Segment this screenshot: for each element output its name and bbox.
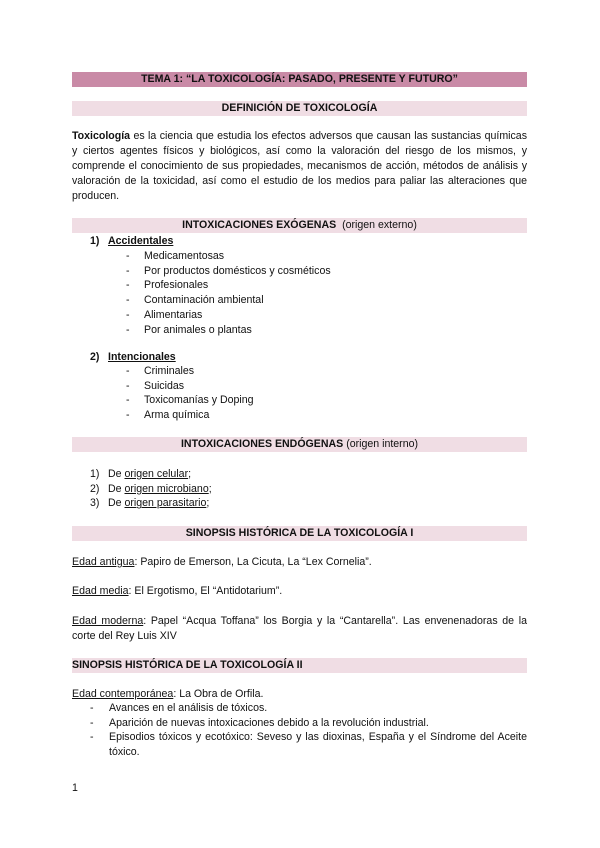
section-heading-definicion: DEFINICIÓN DE TOXICOLOGÍA [72, 101, 527, 116]
list-item [90, 701, 527, 716]
edad-antigua-label: Edad antigua [72, 556, 135, 568]
dash-bullet: - [126, 379, 130, 392]
endogenas-subtitle: (origen interno) [346, 438, 419, 450]
list-item [126, 278, 331, 293]
list-item-text: Contaminación ambiental [144, 294, 264, 307]
list-item [90, 467, 212, 482]
list-item-prefix: De [108, 497, 122, 510]
list-item [90, 496, 212, 511]
list-item-text: Por animales o plantas [144, 323, 252, 336]
dash-bullet: - [90, 716, 94, 729]
page-number: 1 [72, 782, 78, 794]
endogenas-list [90, 467, 212, 511]
section-heading-exogenas [72, 218, 527, 233]
dash-bullet: - [90, 731, 94, 744]
list-item-suffix: ; [188, 468, 192, 480]
list-item-text: Toxicomanías y Doping [144, 394, 254, 407]
list-item-text: Arma química [144, 409, 210, 422]
edad-contemporanea-label: Edad contemporánea [72, 688, 174, 700]
list-item [126, 364, 254, 379]
list-item-text: Aparición de nuevas intoxicaciones debido a la revolución industrial. [109, 716, 429, 729]
list-number: 2) [90, 482, 100, 495]
accidentales-label: Accidentales [108, 235, 174, 247]
edad-media-line [72, 584, 527, 599]
list-item [126, 323, 331, 338]
list-item-text: Suicidas [144, 379, 185, 392]
subheading-accidentales [90, 234, 173, 248]
dash-bullet: - [126, 264, 130, 277]
subheading-intencionales [90, 350, 176, 364]
list-item [126, 393, 254, 408]
list-number: 1) [90, 468, 100, 480]
exogenas-title: INTOXICACIONES EXÓGENAS [182, 219, 337, 231]
list-item-text: Profesionales [144, 279, 209, 292]
dash-bullet: - [126, 294, 130, 307]
list-item-text: Por productos domésticos y cosméticos [144, 264, 331, 277]
list-item-underlined: origen celular [124, 468, 189, 480]
list-item-prefix: De [108, 468, 122, 480]
edad-contemporanea-line [72, 687, 527, 702]
list-item [90, 730, 527, 759]
dash-bullet: - [126, 409, 130, 422]
document-title: TEMA 1: “LA TOXICOLOGÍA: PASADO, PRESENTE Y FUTURO” [72, 72, 527, 87]
intencionales-number: 2) [90, 351, 100, 363]
list-item-text: Medicamentosas [144, 250, 225, 262]
list-item-text: Criminales [144, 365, 195, 377]
section-heading-sinopsis-2: SINOPSIS HISTÓRICA DE LA TOXICOLOGÍA II [72, 658, 527, 673]
list-number: 3) [90, 497, 100, 510]
exogenas-subtitle: (origen externo) [342, 219, 417, 231]
dash-bullet: - [126, 279, 130, 292]
list-item-text: Episodios tóxicos y ecotóxico: Seveso y las dioxinas, España y el Síndrome del Aceite tóxico. [109, 731, 527, 759]
edad-media-label: Edad media [72, 585, 129, 597]
section-heading-endogenas [72, 437, 527, 452]
list-item-text: Avances en el análisis de tóxicos. [109, 702, 268, 714]
list-item [126, 293, 331, 308]
list-item-underlined: origen microbiano [124, 482, 209, 495]
definition-term: Toxicología [72, 130, 131, 142]
dash-bullet: - [126, 250, 130, 262]
edad-antigua-line [72, 555, 527, 570]
list-item-suffix: ; [206, 497, 210, 510]
edad-contemporanea-text: : La Obra de Orfila. [173, 688, 264, 700]
list-item [90, 716, 527, 731]
endogenas-title: INTOXICACIONES ENDÓGENAS [180, 438, 344, 450]
dash-bullet: - [126, 365, 130, 377]
section-heading-sinopsis-1: SINOPSIS HISTÓRICA DE LA TOXICOLOGÍA I [72, 526, 527, 541]
dash-bullet: - [90, 702, 94, 714]
dash-bullet: - [126, 308, 130, 321]
list-item [126, 408, 254, 423]
edad-moderna-text: : Papel “Acqua Toffana” los Borgia y la “Cantarella”. Las envenenadoras de la corte del Rey Luis XIV [72, 615, 527, 642]
definition-text: es la ciencia que estudia los efectos adversos que causan las sustancias químicas y ciertos agentes físicos y biológicos, así como la valoración del riesgo de los mismos, y comprende el conocimiento de sus propiedades, mecanismos de acción, métodos de análisis y valoración de la toxicidad, así como el estudio de los medios para paliar las alteraciones que producen. [72, 130, 527, 202]
list-item [126, 379, 254, 394]
list-item [126, 249, 331, 264]
list-item-text: Alimentarias [144, 308, 203, 321]
dash-bullet: - [126, 323, 130, 336]
definition-paragraph [72, 129, 527, 204]
contemporanea-list [90, 701, 527, 760]
intencionales-label: Intencionales [108, 351, 176, 363]
list-item [126, 308, 331, 323]
edad-moderna-label: Edad moderna [72, 615, 144, 627]
list-item-prefix: De [108, 482, 122, 495]
intencionales-list [126, 364, 254, 423]
list-item-underlined: origen parasitario [124, 497, 207, 510]
accidentales-number: 1) [90, 235, 100, 247]
list-item [90, 482, 212, 497]
accidentales-list [126, 249, 331, 337]
dash-bullet: - [126, 394, 130, 407]
edad-antigua-text: : Papiro de Emerson, La Cicuta, La “Lex Cornelia”. [134, 556, 372, 568]
edad-moderna-paragraph [72, 614, 527, 644]
edad-media-text: : El Ergotismo, El “Antidotarium”. [128, 585, 283, 597]
list-item [126, 264, 331, 279]
list-item-suffix: ; [208, 482, 212, 495]
